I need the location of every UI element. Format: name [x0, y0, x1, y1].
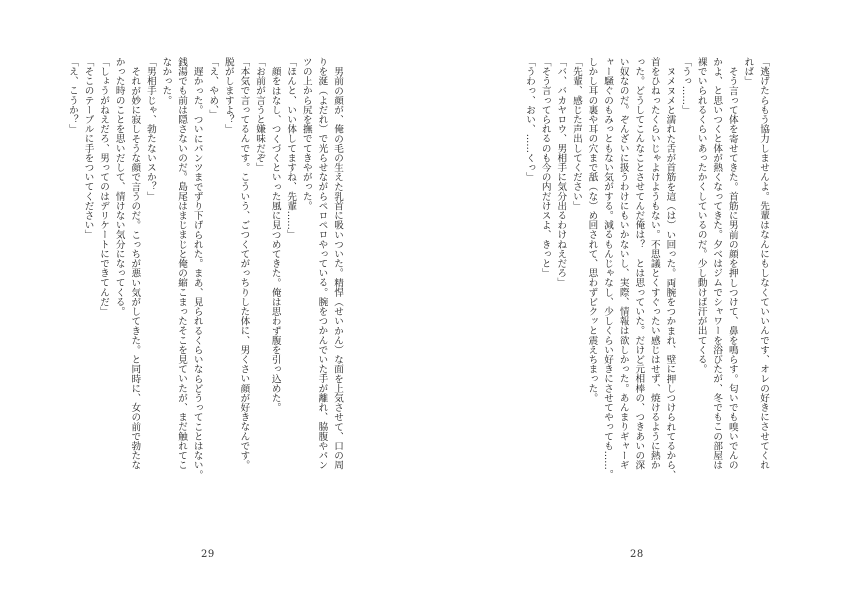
text-line: 「バ、バカヤロウ、男相手に気分出るわけねえだろ」: [555, 57, 567, 288]
text-line: かった時のことを思いだして、情けない気分になってくる。: [113, 57, 125, 317]
text-line: 銭湯でも前は隠さないのだ。島尾はまじまじと俺の縮こまったそこを見ていたが、まだ触れてこ: [176, 57, 188, 470]
text-line: 「え、やめ、」: [207, 57, 219, 120]
text-line: 首をひねったくらいじゃよけようもない。不思議とくすぐったい感じはせず、焼けるように熱か: [648, 57, 660, 470]
left-page-text: [66, 57, 345, 532]
text-line: 「うっ……」: [680, 57, 692, 115]
text-line: 「ほんと、いい体してますね、先輩……」: [285, 57, 297, 240]
text-line: しかし耳の裏や耳の穴まで舐（な）め回されて、思わずビクッと震えちまった。: [586, 57, 598, 403]
text-line: 男前の顔が、俺の毛の生えた乳首に吸いついた。精悍（せいかん）な面を上気させて、口の周: [332, 66, 343, 470]
text-line: 脱がしますよ？」: [222, 57, 234, 134]
text-line: なかった。: [160, 57, 172, 105]
text-line: そう言って体を寄せてきた。首筋に男前の顔を押しつけて、鼻を鳴らす。匂いでも嗅いでんの: [726, 66, 738, 470]
text-line: 「うわっ、おい、……くっ」: [524, 57, 536, 182]
text-line: 「そう言ってられるのも今の内だけスよ、きっと」: [539, 57, 551, 278]
left-page-number: 29: [201, 549, 215, 560]
text-line: 「そこのテーブルに手をついてください」: [82, 57, 94, 240]
right-page-text: [506, 57, 771, 532]
text-line: 「先輩、感じた声出してください」: [570, 57, 582, 211]
text-line: った。どうしてこんなことさせてんだ俺は？ とは思っていた。だけど元相棒の、つきあいの深: [633, 57, 645, 470]
text-line: 遅かった。ついにパンツまでずり下げられた。まあ、見られるくらいならどうってことはない。: [191, 66, 203, 480]
text-line: 裸でいられるくらいあったかくしているのだ。少し動けば汗が出てくる。: [695, 57, 707, 374]
text-line: ャー騒ぐのもみっともない気がする。減るもんじゃなし、少しくらい好きにさせてやっても……。: [602, 57, 614, 480]
text-line: それが妙に寂しそうな顔で言うのだ。こっちが悪い気がしてきた。と同時に、女の前で勃たな: [129, 66, 141, 470]
text-line: 顔をはなし、つくづくといった風に見つめてきた。俺は思わず腹を引っ込めた。: [269, 66, 281, 413]
text-line: 「しょうがねえだろ、男ってのはデリケートにできてんだ」: [98, 57, 110, 317]
text-line: れば」: [742, 57, 754, 86]
text-line: りを涎（よだれ）で光らせながらペロペロやっている。腕をつかんでいた手が離れ、脇腹やパン: [316, 57, 328, 470]
text-line: 「お前が言うと嫌味だぞ」: [254, 57, 266, 173]
text-line: かよ、と思いつくと体が熱くなってきた。夕べはジムでシャワーを浴びたが、冬でもこの部屋は: [711, 57, 723, 470]
text-line: 「え、こうか？」: [66, 57, 78, 134]
text-line: 「逃げたらもう協力しませんよ。先輩はなんにもしなくていいんです、オレの好きにさせてくれ: [758, 57, 769, 470]
text-line: 「男相手じゃ、勃たないスか？」: [144, 57, 156, 201]
text-line: 「本気で言ってるんです。こういう、ごつくてがっちりした体に、男くさい顔が好きなんです。: [238, 57, 250, 470]
text-line: ツの上から尻を撫でてきやがった。: [300, 57, 312, 211]
right-page-number: 28: [630, 549, 644, 560]
text-line: い奴なのだ。ぞんざいに扱うわけにもいかないし、実際、情報は欲しかった。あんまりギャーギ: [617, 57, 629, 470]
right-page: [425, 0, 850, 600]
text-line: ヌメヌメと濡れた舌が首筋を這（は）い回った。両腕をつかまれ、壁に押しつけられてるから、: [664, 66, 676, 480]
